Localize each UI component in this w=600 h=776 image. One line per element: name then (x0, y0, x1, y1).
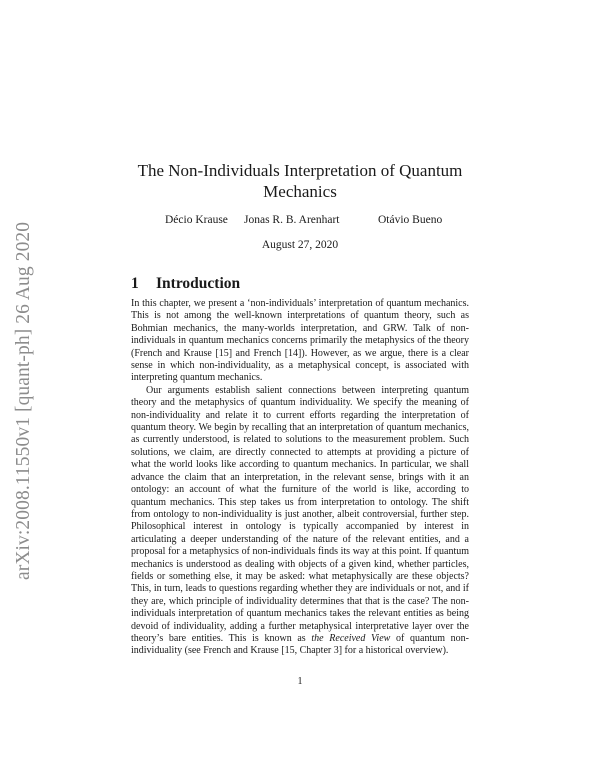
paragraph (131, 385, 469, 658)
paragraph-text: Our arguments establish salient connections between interpreting quantum theory and the metaphysics of quantum individuality. We specify the meaning of non-individuality and relate it to current efforts regarding the interpretation of quantum theory. We begin by recalling that an interpretation of quantum mechanics, as currently understood, is related to solutions to the measurement problem. Such solutions, we claim, are directly connected to attempts at providing a picture of what the world looks like according to quantum mechanics. In particular, we shall advance the claim that an interpretation, in the relevant sense, brings with it an ontology: an account of what the furniture of the world is like, according to quantum mechanics. This step takes us from interpretation to ontology. The shift from ontology to non-individuality is just another, albeit controversial, further step. Philosophical interest in ontology is typically accompanied by interest in articulating a deeper understanding of the nature of the relevant entities, and a proposal for a metaphysics of non-individuals finds its way at this point. If quantum mechanics is understood as dealing with objects of a given kind, whether particles, fields or something else, it may be asked: what metaphysically are these objects? This, in turn, leads to questions regarding whether they are individuals or not, and if they are, which principle of individuality determines that that is the case? The non-individuals interpretation of quantum mechanics takes the relevant entities as being devoid of individuality, adding a further metaphysical interpretative layer over the theory’s bare entities. This is known as (131, 384, 469, 644)
arxiv-identifier-stamp: arXiv:2008.11550v1 [quant-ph] 26 Aug 2020 (13, 221, 34, 580)
section-number: 1 (131, 275, 139, 292)
author-name: Jonas R. B. Arenhart (244, 214, 340, 226)
author-list (100, 211, 500, 229)
author-name: Décio Krause (165, 214, 228, 226)
emphasized-term: the Received View (311, 632, 391, 644)
author-name: Otávio Bueno (378, 214, 443, 226)
body-text (131, 298, 469, 658)
paragraph: In this chapter, we present a ‘non-individuals’ interpretation of quantum mechanics. This is not among the well-known interpretations of quantum theory, such as Bohmian mechanics, the many-worlds interpretation, and GRW. Talk of non-individuals in quantum mechanics concerns primarily the metaphysics of the theory (French and Krause [15] and French [14]). However, as we argue, there is a clear sense in which non-individuality, as a metaphysical concept, is associated with interpreting quantum mechanics. (131, 298, 469, 384)
page-number: 1 (297, 676, 303, 687)
paragraph-text: of quantum non-individuality (see French and Krause [15, Chapter 3] for a historical overview). (131, 632, 470, 657)
paper-title: The Non-Individuals Interpretation of Quantum Mechanics (137, 161, 463, 201)
publication-date: August 27, 2020 (261, 239, 339, 251)
section-title: Introduction (156, 275, 241, 292)
section-heading (131, 274, 240, 294)
